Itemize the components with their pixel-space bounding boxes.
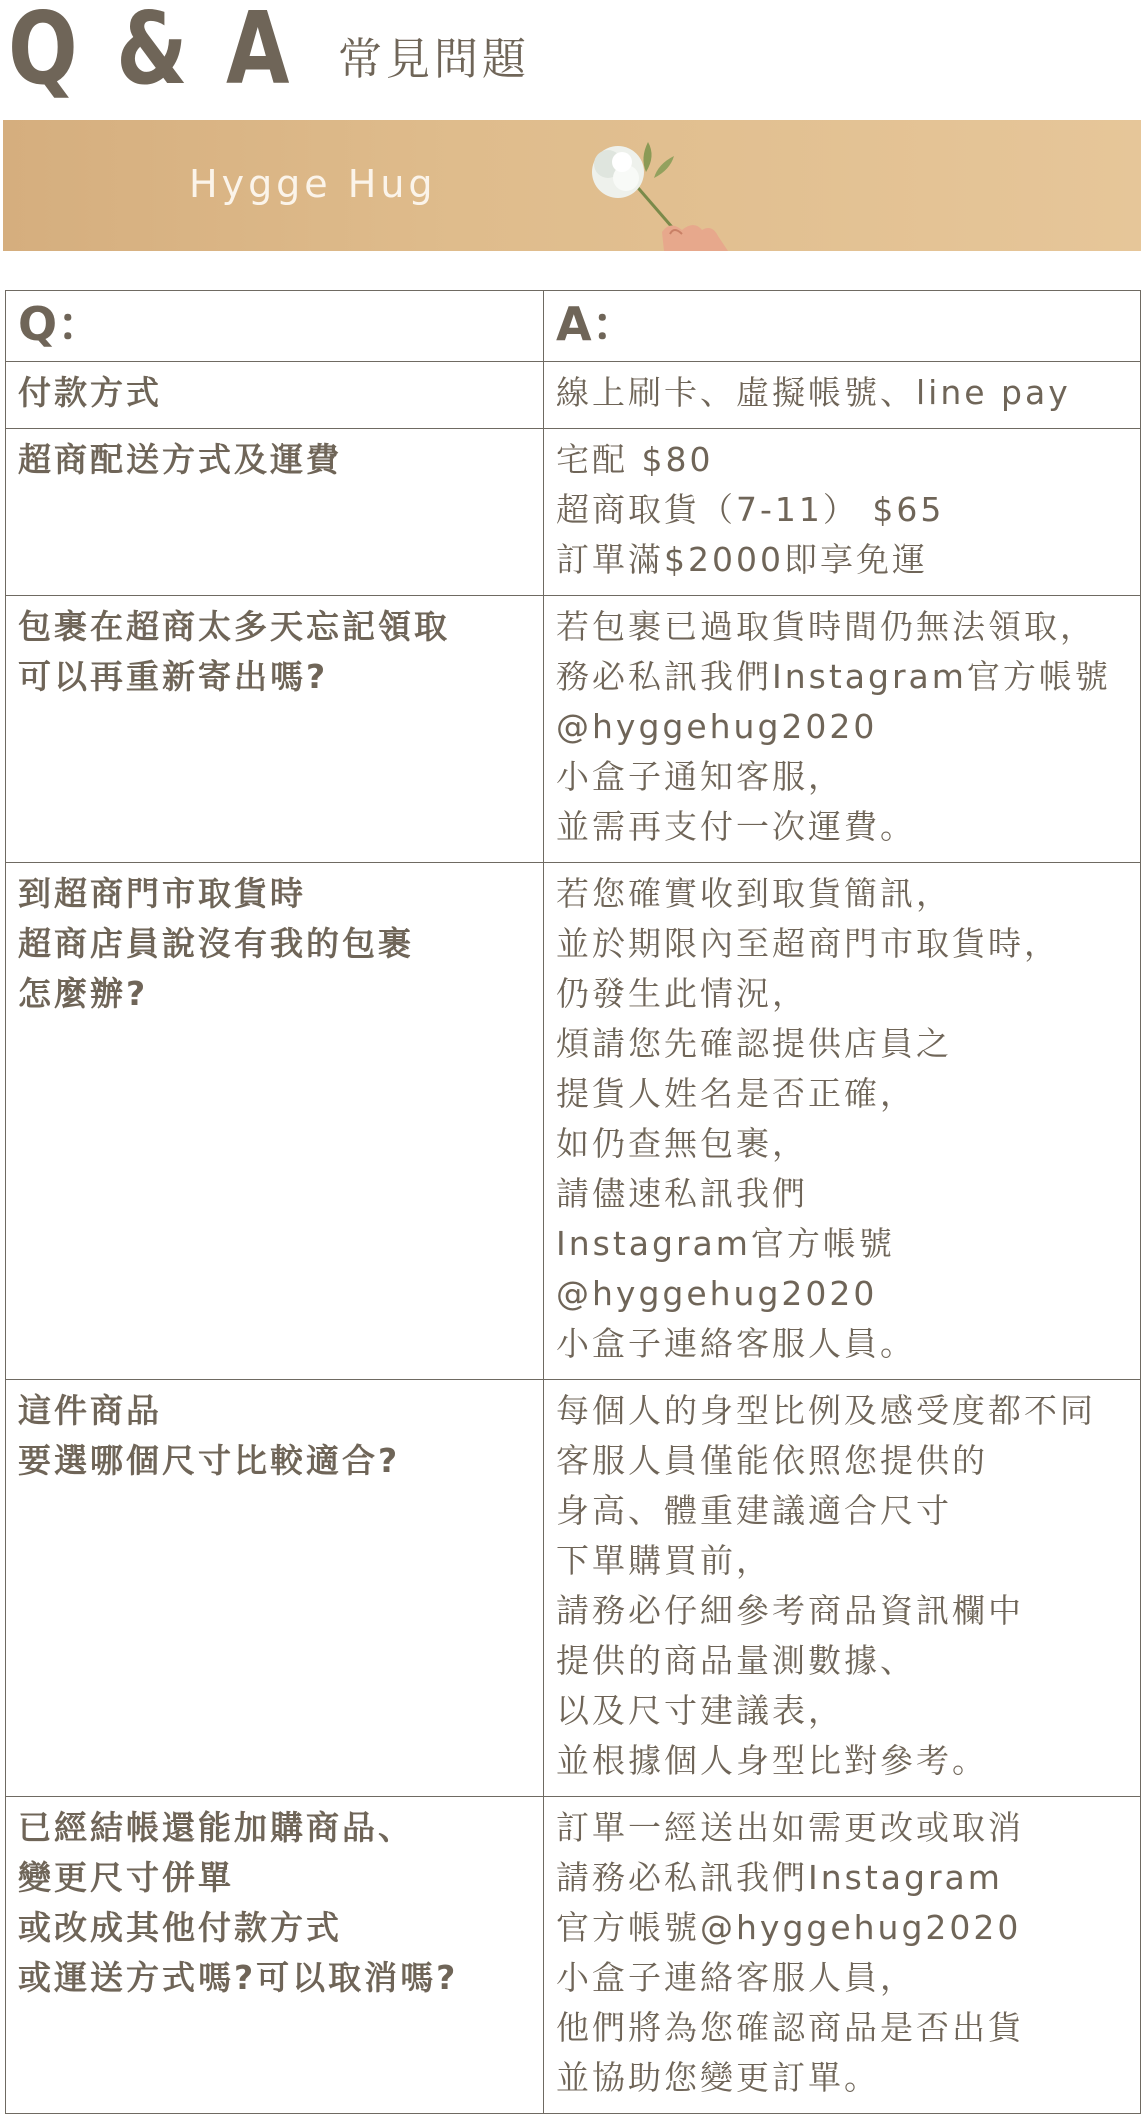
answer-text: 請務必仔細參考商品資訊欄中 [556,1591,1024,1630]
question-text: 超商店員說沒有我的包裹 [18,924,414,963]
answer-cell [544,863,1141,1380]
answer-text: 官方帳號@hyggehug2020 [556,1908,1022,1947]
faq-table [5,290,1141,2114]
question-text: 或運送方式嗎?可以取消嗎? [18,1958,459,1997]
answer-column-header: A： [544,291,1141,362]
question-text: 要選哪個尺寸比較適合? [18,1441,401,1480]
answer-cell [544,362,1141,429]
answer-text: 並根據個人身型比對參考。 [556,1741,988,1780]
page-header [0,0,1144,115]
answer-text: 小盒子連絡客服人員。 [556,1324,916,1363]
answer-text: 訂單滿$2000即享免運 [556,540,928,579]
table-header-row [6,291,1141,362]
answer-text: 煩請您先確認提供店員之 [556,1024,952,1063]
brand-banner [3,120,1141,251]
answer-text: 宅配 $80 [556,440,714,479]
answer-text: 小盒子通知客服， [556,757,844,796]
answer-text: 仍發生此情況， [556,974,808,1013]
answer-text: 每個人的身型比例及感受度都不同 [556,1391,1096,1430]
answer-text: 客服人員僅能依照您提供的 [556,1441,988,1480]
answer-text: 提供的商品量測數據、 [556,1641,916,1680]
table-row [6,596,1141,863]
table-row [6,863,1141,1380]
question-text: 變更尺寸併單 [18,1858,234,1897]
answer-text: 他們將為您確認商品是否出貨 [556,2008,1024,2047]
answer-text: 若您確實收到取貨簡訊， [556,874,952,913]
answer-text: Instagram官方帳號 [556,1224,895,1263]
answer-text: 並於期限內至超商門市取貨時， [556,924,1060,963]
answer-text: @hyggehug2020 [556,1274,878,1313]
question-cell [6,362,544,429]
answer-text: 請務必私訊我們Instagram [556,1858,1003,1897]
answer-cell [544,429,1141,596]
table-row [6,1380,1141,1797]
answer-text: 務必私訊我們Instagram官方帳號 [556,657,1111,696]
answer-cell [544,596,1141,863]
question-text: 已經結帳還能加購商品、 [18,1808,414,1847]
answer-text: 並協助您變更訂單。 [556,2058,880,2097]
question-text: 可以再重新寄出嗎? [18,657,329,696]
answer-text: 下單購買前， [556,1541,772,1580]
question-text: 付款方式 [18,373,162,412]
answer-text: 如仍查無包裹， [556,1124,808,1163]
brand-name: Hygge Hug [189,162,437,206]
question-cell [6,596,544,863]
page-title: Q & A [8,0,295,107]
answer-text: 身高、體重建議適合尺寸 [556,1491,952,1530]
table-row [6,429,1141,596]
question-text: 怎麼辦? [18,974,149,1013]
question-cell [6,863,544,1380]
question-text: 包裹在超商太多天忘記領取 [18,607,450,646]
question-text: 到超商門市取貨時 [18,874,306,913]
answer-text: 線上刷卡、虛擬帳號、line pay [556,373,1071,412]
answer-text: 提貨人姓名是否正確， [556,1074,916,1113]
answer-text: 訂單一經送出如需更改或取消 [556,1808,1024,1847]
answer-text: 以及尺寸建議表， [556,1691,844,1730]
question-cell [6,1380,544,1797]
table-row [6,1797,1141,2114]
question-text: 超商配送方式及運費 [18,440,342,479]
answer-cell [544,1380,1141,1797]
flower-in-hand-illustration [578,134,778,251]
question-text: 或改成其他付款方式 [18,1908,342,1947]
answer-text: @hyggehug2020 [556,707,878,746]
question-cell [6,429,544,596]
answer-text: 小盒子連絡客服人員， [556,1958,916,1997]
answer-text: 並需再支付一次運費。 [556,807,916,846]
table-row [6,362,1141,429]
answer-text: 超商取貨（7-11） $65 [556,490,945,529]
answer-text: 若包裹已過取貨時間仍無法領取， [556,607,1096,646]
question-column-header: Q： [6,291,544,362]
question-cell [6,1797,544,2114]
question-text: 這件商品 [18,1391,162,1430]
page-subtitle: 常見問題 [338,34,530,85]
answer-text: 請儘速私訊我們 [556,1174,808,1213]
answer-cell [544,1797,1141,2114]
